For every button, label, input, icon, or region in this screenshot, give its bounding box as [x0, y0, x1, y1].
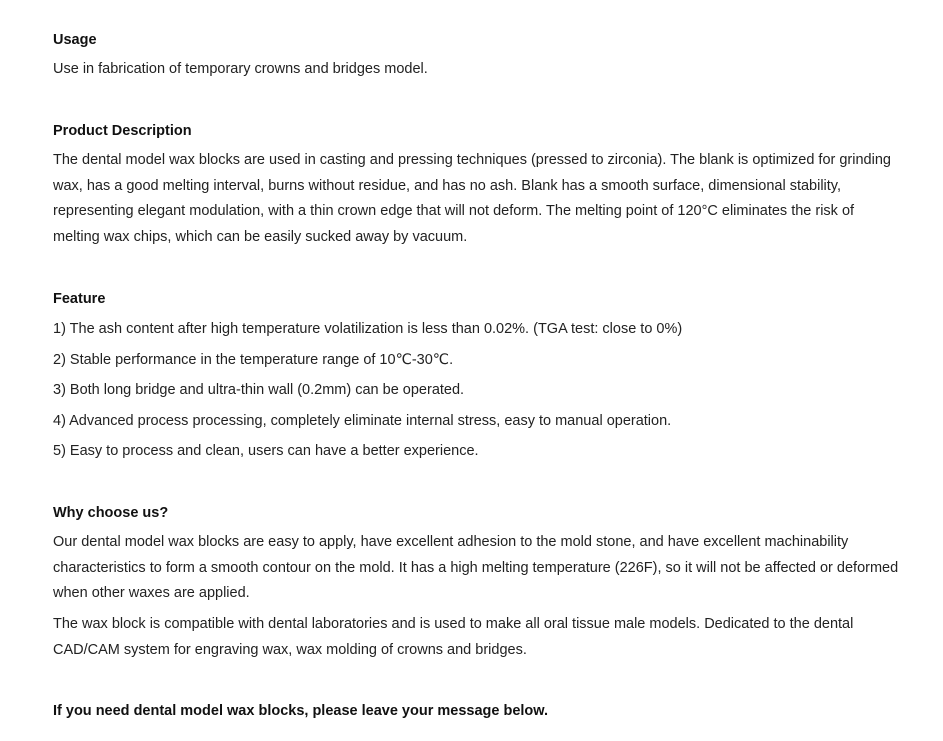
product-description-heading: Product Description — [53, 123, 192, 139]
product-description-text: The dental model wax blocks are used in casting and pressing techniques (pressed to zirconia). The blank is optimized for grinding wax, has a good melting interval, burns without residue, and has no ash. Blank has a smooth surface, dimensional stability, representing elegant modulation, with a thin crown edge that will not deform. The melting point of 120°C eliminates the risk of melting wax chips, which can be easily sucked away by vacuum. — [53, 152, 891, 245]
feature-item: 2) Stable performance in the temperature range of 10℃-30℃. — [53, 351, 454, 368]
why-choose-us-paragraph-2: The wax block is compatible with dental laboratories and is used to make all oral tissue male models. Dedicated to the dental CAD/CAM system for engraving wax, wax molding of crowns and bridges. — [53, 616, 854, 658]
usage-heading: Usage — [53, 32, 97, 48]
usage-text: Use in fabrication of temporary crowns and bridges model. — [53, 61, 428, 77]
feature-item: 1) The ash content after high temperature volatilization is less than 0.02%. (TGA test: close to 0%) — [53, 321, 683, 337]
why-choose-us-heading: Why choose us? — [53, 505, 169, 521]
call-to-action: If you need dental model wax blocks, please leave your message below. — [53, 703, 549, 719]
feature-heading: Feature — [53, 291, 106, 307]
feature-item: 5) Easy to process and clean, users can have a better experience. — [53, 443, 479, 460]
why-choose-us-paragraph-1: Our dental model wax blocks are easy to apply, have excellent adhesion to the mold stone, and have excellent machinability characteristics to form a smooth contour on the mold. It has a high melting temperature (226F), so it will not be affected or deformed when other waxes are applied. — [53, 534, 899, 601]
feature-item: 4) Advanced process processing, completely eliminate internal stress, easy to manual operation. — [53, 412, 672, 429]
feature-item: 3) Both long bridge and ultra-thin wall (0.2mm) can be operated. — [53, 382, 465, 399]
feature-list — [53, 319, 682, 472]
